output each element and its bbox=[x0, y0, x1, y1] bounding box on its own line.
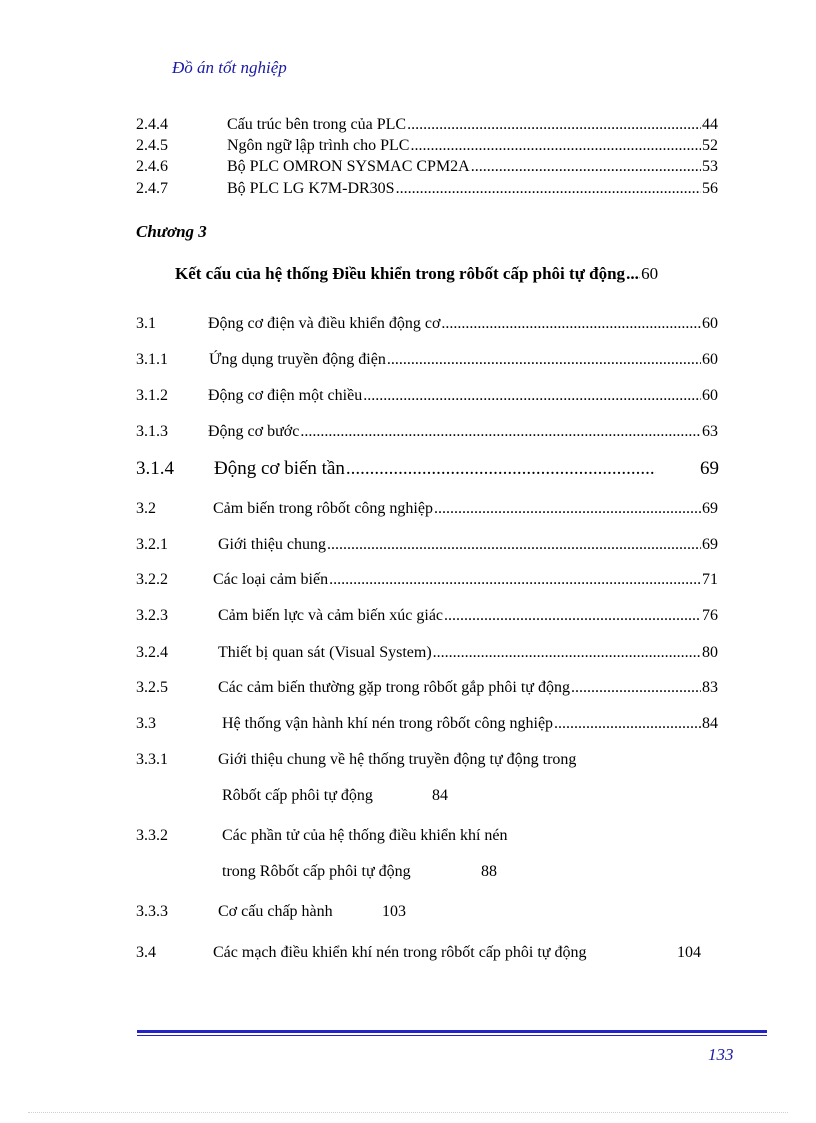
toc-entry-title: Các loại cảm biến bbox=[213, 571, 329, 588]
toc-entry-2-4-6 bbox=[136, 158, 718, 176]
toc-entry-title: Thiết bị quan sát (Visual System) bbox=[218, 644, 432, 661]
dot-leader bbox=[387, 351, 701, 369]
toc-entry-number: 3.1.2 bbox=[136, 387, 168, 404]
dot-leader bbox=[554, 715, 701, 733]
toc-chapter-title bbox=[175, 264, 718, 284]
toc-entry-number: 3.2.1 bbox=[136, 536, 168, 553]
toc-entry-title: Kết cấu của hệ thống Điều khiển trong rôbốt cấp phôi tự động bbox=[175, 264, 626, 283]
toc-entry-title-line1: Các phần tử của hệ thống điều khiển khí nén bbox=[222, 827, 508, 844]
toc-entry-page: 56 bbox=[702, 180, 718, 197]
toc-entry-3-2-4 bbox=[136, 644, 718, 662]
toc-entry-title: Ứng dụng truyền động điện bbox=[209, 351, 386, 368]
toc-entry-page: 52 bbox=[702, 137, 718, 154]
toc-entry-title: Cơ cấu chấp hành bbox=[218, 903, 333, 920]
footer-rule-thick bbox=[137, 1030, 767, 1033]
toc-entry-page: 60 bbox=[702, 315, 718, 332]
toc-entry-3-1-4 bbox=[136, 458, 719, 480]
toc-entry-title-line1: Giới thiệu chung về hệ thống truyền động tự động trong bbox=[218, 751, 577, 768]
dot-leader bbox=[571, 679, 701, 697]
toc-entry-3-2-3 bbox=[136, 607, 718, 625]
toc-entry-3-2 bbox=[136, 500, 718, 518]
dot-leader bbox=[327, 536, 701, 554]
dot-leader bbox=[433, 644, 701, 662]
dot-leader bbox=[441, 315, 701, 333]
toc-entry-number: 2.4.5 bbox=[136, 137, 168, 154]
toc-entry-page: 60 bbox=[641, 264, 659, 283]
dot-leader bbox=[329, 571, 701, 589]
toc-entry-number: 2.4.7 bbox=[136, 180, 168, 197]
toc-entry-3-2-5 bbox=[136, 679, 718, 697]
toc-entry-title: Hệ thống vận hành khí nén trong rôbốt công nghiệp bbox=[222, 715, 554, 732]
chapter-heading: Chương 3 bbox=[136, 222, 207, 241]
toc-entry-number: 3.1 bbox=[136, 315, 156, 332]
toc-entry-number: 3.3.1 bbox=[136, 751, 168, 768]
toc-entry-title: Cảm biến trong rôbốt công nghiệp bbox=[213, 500, 433, 517]
toc-entry-2-4-4 bbox=[136, 116, 718, 134]
toc-entry-title: Động cơ bước bbox=[208, 423, 300, 440]
toc-entry-page: 60 bbox=[702, 387, 718, 404]
toc-entry-number: 3.4 bbox=[136, 944, 156, 961]
toc-entry-page: 84 bbox=[702, 715, 718, 732]
dot-leader bbox=[471, 158, 701, 176]
toc-entry-title: Động cơ điện và điều khiển động cơ bbox=[208, 315, 441, 332]
toc-entry-number: 3.1.3 bbox=[136, 423, 168, 440]
toc-entry-number: 3.2.5 bbox=[136, 679, 168, 696]
toc-entry-page: 53 bbox=[702, 158, 718, 175]
toc-entry-page: 69 bbox=[702, 536, 718, 553]
toc-entry-page: 71 bbox=[702, 571, 718, 588]
toc-entry-title: Bộ PLC OMRON SYSMAC CPM2A bbox=[227, 158, 470, 175]
dot-leader bbox=[626, 264, 640, 284]
dot-leader bbox=[434, 500, 701, 518]
toc-entry-number: 3.2.3 bbox=[136, 607, 168, 624]
toc-entry-number: 3.2 bbox=[136, 500, 156, 517]
toc-entry-number: 3.3 bbox=[136, 715, 156, 732]
toc-entry-2-4-5 bbox=[136, 137, 718, 155]
toc-entry-number: 2.4.4 bbox=[136, 116, 168, 133]
toc-entry-page: 80 bbox=[702, 644, 718, 661]
toc-entry-title-line2: trong Rôbốt cấp phôi tự động bbox=[222, 863, 411, 880]
toc-entry-page: 84 bbox=[432, 787, 448, 804]
toc-entry-3-1 bbox=[136, 315, 718, 333]
toc-entry-number: 3.2.2 bbox=[136, 571, 168, 588]
toc-entry-number: 3.2.4 bbox=[136, 644, 168, 661]
toc-entry-title: Động cơ biến tần bbox=[214, 458, 345, 479]
toc-entry-page: 44 bbox=[702, 116, 718, 133]
toc-entry-number: 3.1.4 bbox=[136, 458, 174, 479]
toc-entry-title: Các mạch điều khiển khí nén trong rôbốt cấp phôi tự động bbox=[213, 944, 587, 961]
document-header: Đồ án tốt nghiệp bbox=[172, 58, 287, 77]
dot-leader bbox=[410, 137, 701, 155]
toc-entry-page: 83 bbox=[702, 679, 718, 696]
toc-entry-3-1-3 bbox=[136, 423, 718, 441]
dot-leader bbox=[396, 180, 701, 198]
toc-entry-page: 69 bbox=[700, 458, 719, 479]
toc-entry-page: 103 bbox=[382, 903, 406, 920]
toc-entry-title: Giới thiệu chung bbox=[218, 536, 326, 553]
toc-entry-page: 104 bbox=[677, 944, 701, 961]
dot-leader bbox=[407, 116, 701, 134]
toc-entry-3-3 bbox=[136, 715, 718, 733]
toc-entry-2-4-7 bbox=[136, 180, 718, 198]
dot-leader bbox=[346, 458, 656, 480]
toc-entry-number: 3.3.3 bbox=[136, 903, 168, 920]
footer-rule-thin bbox=[137, 1035, 767, 1036]
toc-entry-title-line2: Rôbốt cấp phôi tự động bbox=[222, 787, 373, 804]
toc-entry-number: 3.3.2 bbox=[136, 827, 168, 844]
toc-entry-title: Cảm biến lực và cảm biến xúc giác bbox=[218, 607, 444, 624]
toc-entry-3-2-2 bbox=[136, 571, 718, 589]
toc-entry-title: Bộ PLC LG K7M-DR30S bbox=[227, 180, 395, 197]
page-number: 133 bbox=[708, 1045, 734, 1064]
dot-leader bbox=[444, 607, 701, 625]
toc-entry-page: 69 bbox=[702, 500, 718, 517]
dot-leader bbox=[300, 423, 701, 441]
toc-entry-title: Các cảm biến thường gặp trong rôbốt gắp phôi tự động bbox=[218, 679, 570, 696]
toc-entry-page: 60 bbox=[702, 351, 718, 368]
toc-entry-number: 3.1.1 bbox=[136, 351, 168, 368]
toc-entry-title: Cấu trúc bên trong của PLC bbox=[227, 116, 407, 133]
toc-entry-3-1-2 bbox=[136, 387, 718, 405]
toc-entry-3-1-1 bbox=[136, 351, 718, 369]
toc-entry-number: 2.4.6 bbox=[136, 158, 168, 175]
toc-entry-3-2-1 bbox=[136, 536, 718, 554]
toc-entry-title: Ngôn ngữ lập trình cho PLC bbox=[227, 137, 410, 154]
dot-leader bbox=[363, 387, 701, 405]
toc-entry-page: 88 bbox=[481, 863, 497, 880]
toc-entry-title: Động cơ điện một chiều bbox=[208, 387, 363, 404]
toc-entry-page: 76 bbox=[702, 607, 718, 624]
page-bottom-border bbox=[28, 1112, 788, 1114]
toc-entry-page: 63 bbox=[702, 423, 718, 440]
